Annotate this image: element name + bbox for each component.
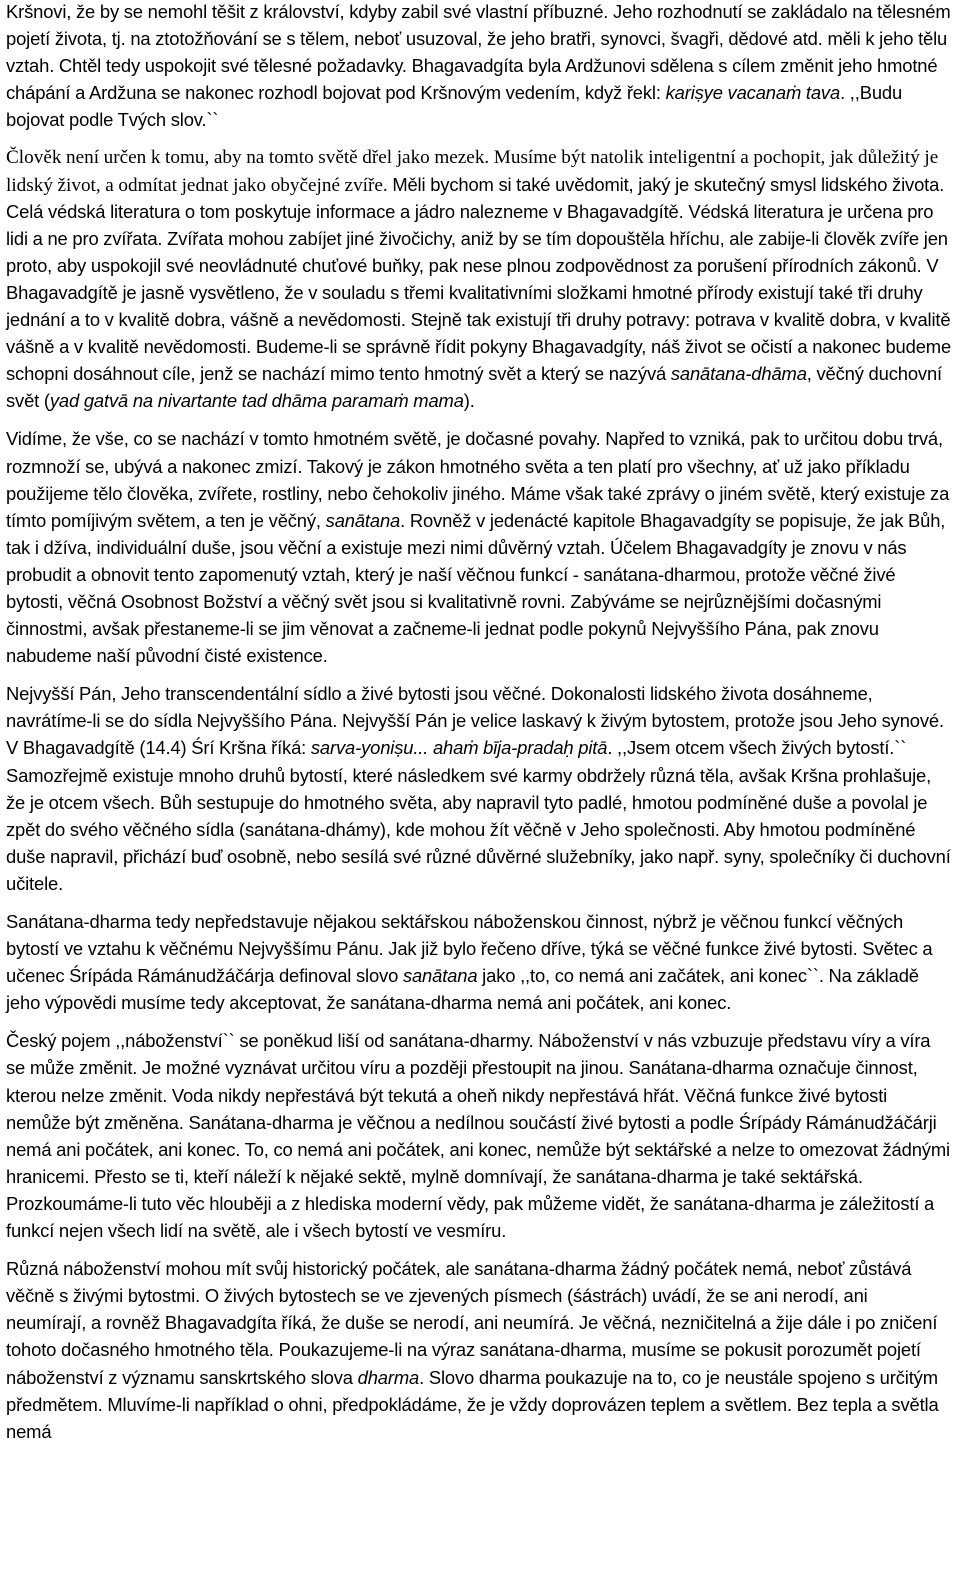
paragraph — [6, 909, 952, 1017]
italic-term: sanātana — [402, 965, 478, 987]
paragraph — [6, 145, 952, 415]
italic-term: sarva-yoniṣu... ahaṁ bīja-pradaḥ pitā — [310, 737, 608, 759]
text-run: . ,,Budu bojovat podle Tvých slov.`` — [6, 82, 903, 131]
italic-term: sanātana — [325, 509, 401, 531]
text-run: Člověk není určen k tomu, aby na tomto světě dřel jako mezek. Musíme být natolik inteligentní a pochopit, jak důležitý je lidský život, a odmítat jednat jako obyčejné zvíře. — [6, 147, 939, 196]
paragraph — [6, 426, 952, 670]
text-run: Kršnovi, že by se nemohl těšit z království, kdyby zabil své vlastní příbuzné. Jeho rozhodnutí se zakládalo na tělesném pojetí života, tj. na ztotožňování se s tělem, neboť usuzoval, že jeho bratři, synovci, švagři, dědové atd. měli k jeho tělu vztah. Chtěl tedy uspokojit své tělesné požadavky. Bhagavadgíta byla Ardžunovi sdělena s cílem změnit jeho hmotné chápání a Ardžuna se nakonec rozhodl bojovat pod Kršnovým vedením, když řekl: — [6, 1, 951, 104]
italic-term: kariṣye vacanaṁ tava — [665, 82, 841, 104]
paragraph — [6, 681, 952, 898]
text-run: . ,,Jsem otcem všech živých bytostí.`` Samozřejmě existuje mnoho druhů bytostí, které následkem své karmy obdržely různá těla, avšak Kršna prohlašuje, že je otcem všech. Bůh sestupuje do hmotného světa, aby napravil tyto padlé, hmotou podmíněné duše a povolal je zpět do svého věčného sídla (sanátana-dhámy), kde mohou žít věčně v Jeho společnosti. Aby hmotou podmíněné duše napravil, přichází buď osobně, nebo sesílá své různé důvěrné služebníky, jako např. syny, společníky či duchovní učitele. — [6, 737, 951, 894]
text-run: . Rovněž v jedenácté kapitole Bhagavadgíty se popisuje, že jak Bůh, tak i džíva, individuální duše, jsou věční a existuje mezi nimi důvěrný vztah. Účelem Bhagavadgíty je znovu v nás probudit a obnovit tento zapomenutý vztah, který je naší věčnou funkcí - sanátana-dharmou, protože věčné živé bytosti, věčná Osobnost Božství a věčný svět jsou si kvalitativně rovni. Zabýváme se nejrůznějšími dočasnými činnostmi, avšak přestaneme-li se jim věnovat a začneme-li jednat podle pokynů Nejvyššího Pána, pak znovu nabudeme naší původní čisté existence. — [6, 509, 946, 667]
paragraph — [6, 1028, 952, 1245]
text-run: , věčný duchovní svět ( — [6, 363, 942, 412]
paragraph — [6, 0, 952, 134]
text-run: Vidíme, že vše, co se nachází v tomto hmotném světě, je dočasné povahy. Napřed to vzniká, pak to určitou dobu trvá, rozmnoží se, ubývá a nakonec zmizí. Takový je zákon hmotného světa a ten platí pro všechny, ať už jako příkladu použijeme tělo člověka, zvířete, rostliny, nebo čehokoliv jiného. Máme však také zprávy o jiném světě, který existuje za tímto pomíjivým světem, a ten je věčný, — [6, 428, 950, 531]
italic-term: yad gatvā na nivartante tad dhāma paramaṁ mama — [49, 390, 464, 412]
text-run: Měli bychom si také uvědomit, jaký je skutečný smysl lidského života. Celá védská literatura o tom poskytuje informace a jádro nalezneme v Bhagavadgítě. Védská literatura je určena pro lidi a ne pro zvířata. Zvířata mohou zabíjet jiné živočichy, aniž by se tím dopouštěla hříchu, ale zabije-li člověk zvíře jen proto, aby uspokojil své neovládnuté chuťové buňky, pak nese plnou zodpovědnost za porušení přírodních zákonů. V Bhagavadgítě je jasně vysvětleno, že v souladu s třemi kvalitativními složkami hmotné přírody existují také tři druhy jednání a to v kvalitě dobra, vášně a nevědomosti. Stejně tak existují tři druhy potravy: potrava v kvalitě dobra, v kvalitě vášně a v kvalitě nevědomosti. Budeme-li se správně řídit pokyny Bhagavadgíty, náš život se očistí a nakonec budeme schopni dosáhnout cíle, jenž se nachází mimo tento hmotný svět a který se nazývá — [6, 173, 952, 385]
text-run: Různá náboženství mohou mít svůj historický počátek, ale sanátana-dharma žádný počátek nemá, neboť zůstává věčně s živými bytostmi. O živých bytostech se ve zjevených písmech (śástrách) uvádí, že se ani nerodí, ani neumírají, a rovněž Bhagavadgíta říká, že duše se nerodí, ani neumírá. Je věčná, nezničitelná a žije dále i po zničení tohoto dočasného hmotného těla. Poukazujeme-li na výraz sanátana-dharma, musíme se pokusit porozumět pojetí náboženství z významu sanskrtského slova — [6, 1258, 938, 1388]
text-run: Sanátana-dharma tedy nepředstavuje nějakou sektářskou náboženskou činnost, nýbrž je věčnou funkcí věčných bytostí ve vztahu k věčnému Nejvyššímu Pánu. Jak již bylo řečeno dříve, týká se věčné funkce živé bytosti. Světec a učenec Śrípáda Rámánudžáčárja definoval slovo — [6, 911, 933, 987]
text-run: jako ,,to, co nemá ani začátek, ani konec``. Na základě jeho výpovědi musíme tedy akceptovat, že sanátana-dharma nemá ani počátek, ani konec. — [6, 965, 919, 1014]
text-run: ). — [463, 390, 475, 412]
italic-term: dharma — [357, 1366, 420, 1388]
italic-term: sanātana-dhāma — [670, 363, 807, 385]
text-run: . Slovo dharma poukazuje na to, co je neustále spojeno s určitým předmětem. Mluvíme-li například o ohni, předpokládáme, že je vždy doprovázen teplem a světlem. Bez tepla a světla nemá — [6, 1366, 939, 1442]
paragraph — [6, 1256, 952, 1446]
text-run: Český pojem ,,náboženství`` se poněkud liší od sanátana-dharmy. Náboženství v nás vzbuzuje představu víry a víra se může změnit. Je možné vyznávat určitou víru a později přestoupit na jinou. Sanátana-dharma označuje činnost, kterou nelze změnit. Voda nikdy nepřestává být tekutá a oheň nikdy nepřestává hřát. Věčná funkce živé bytosti nemůže být změněna. Sanátana-dharma je věčnou a nedílnou součástí živé bytosti a podle Śrípády Rámánudžáčárji nemá ani počátek, ani konec. To, co nemá ani počátek, ani konec, nemůže být sektářské a nelze to omezovat žádnými hranicemi. Přesto se ti, kteří náleží k nějaké sektě, mylně domnívají, že sanátana-dharma je také sektářská. Prozkoumáme-li tuto věc hlouběji a z hlediska moderní vědy, pak můžeme vidět, že sanátana-dharma je záležitostí a funkcí nejen všech lidí na světě, ale i všech bytostí ve vesmíru. — [6, 1030, 950, 1242]
text-run: Nejvyšší Pán, Jeho transcendentální sídlo a živé bytosti jsou věčné. Dokonalosti lidského života dosáhneme, navrátíme-li se do sídla Nejvyššího Pána. Nejvyšší Pán je velice laskavý k živým bytostem, protože jsou Jeho synové. V Bhagavadgítě (14.4) Śrí Kršna říká: — [6, 683, 944, 759]
document-page — [6, 0, 952, 1446]
